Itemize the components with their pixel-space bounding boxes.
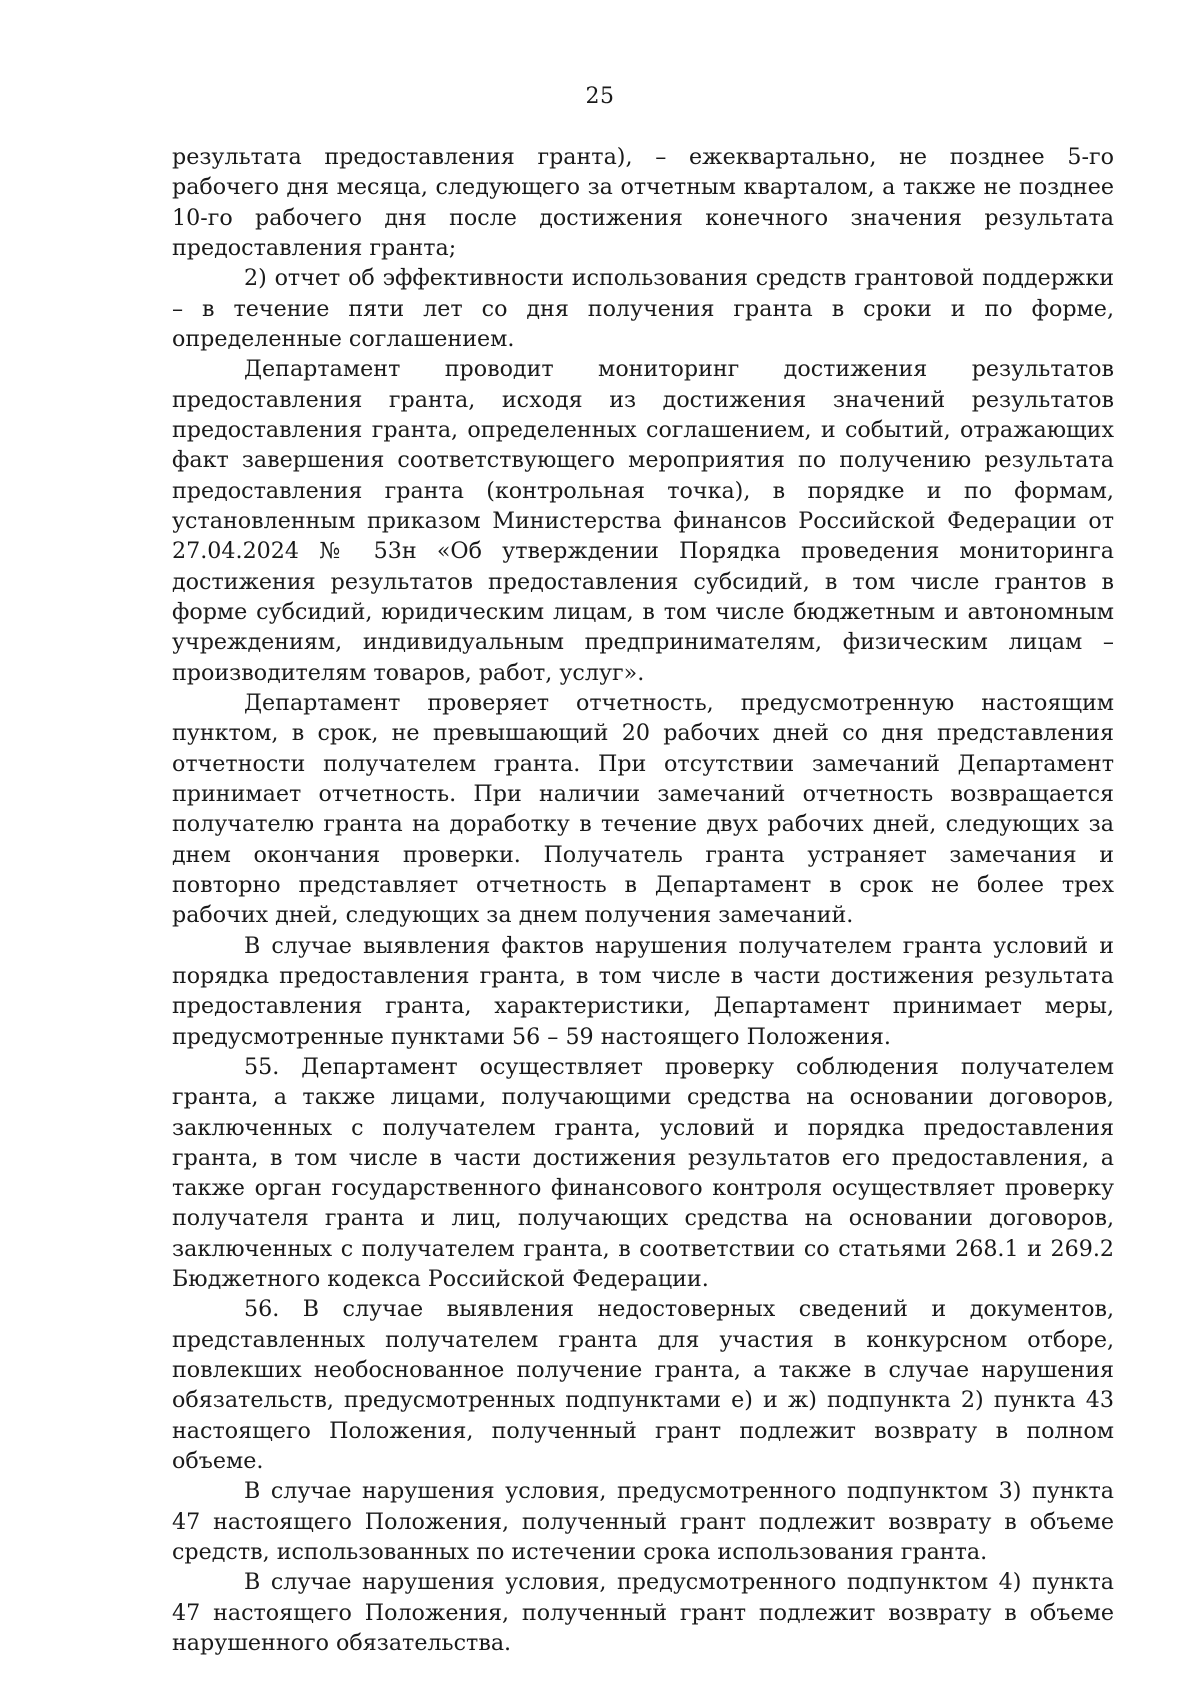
paragraph-report-effectiveness: 2) отчет об эффективности использования средств грантовой поддержки – в течение пяти лет со дня получения гранта в сроки и по форме, определенные соглашением. [172,265,1114,352]
paragraph-item-55: 55. Департамент осуществляет проверку соблюдения получателем гранта, а также лицами, получающими средства на основании договоров, заключенных с получателем гранта, условий и порядка предоставления гранта, в том числе в части достижения результатов его предоставления, а также орган государственного финансового контроля осуществляет проверку получателя гранта и лиц, получающих средства на основании договоров, заключенных с получателем гранта, в соответствии со статьями 268.1 и 269.2 Бюджетного кодекса Российской Федерации. [172,1053,1114,1293]
document-body [172,142,1114,1658]
paragraph-report-verification: Департамент проверяет отчетность, предусмотренную настоящим пунктом, в срок, не превышающий 20 рабочих дней со дня представления отчетности получателем гранта. При отсутствии замечаний Департамент принимает отчетность. При наличии замечаний отчетность возвращается получателю гранта на доработку в течение двух рабочих дней, следующих за днем окончания проверки. Получатель гранта устраняет замечания и повторно представляет отчетность в Департамент в срок не более трех рабочих дней, следующих за днем получения замечаний. [172,689,1114,929]
paragraph-condition-3: В случае нарушения условия, предусмотренного подпунктом 3) пункта 47 настоящего Положения, полученный грант подлежит возврату в объеме средств, использованных по истечении срока использования гранта. [172,1478,1114,1566]
paragraph-violations: В случае выявления фактов нарушения получателем гранта условий и порядка предоставления гранта, в том числе в части достижения результата предоставления гранта, характеристики, Департамент принимает меры, предусмотренные пунктами 56 – 59 настоящего Положения. [172,932,1114,1050]
page-number: 25 [585,84,615,109]
paragraph-condition-4: В случае нарушения условия, предусмотренного подпунктом 4) пункта 47 настоящего Положения, полученный грант подлежит возврату в объеме нарушенного обязательства. [172,1569,1114,1657]
paragraph-item-56: 56. В случае выявления недостоверных сведений и документов, представленных получателем гранта для участия в конкурсном отборе, повлекших необоснованное получение гранта, а также в случае нарушения обязательств, предусмотренных подпунктами е) и ж) подпункта 2) пункта 43 настоящего Положения, полученный грант подлежит возврату в полном объеме. [172,1296,1114,1475]
paragraph-monitoring: Департамент проводит мониторинг достижения результатов предоставления гранта, исходя из достижения значений результатов предоставления гранта, определенных соглашением, и событий, отражающих факт завершения соответствующего мероприятия по получению результата предоставления гранта (контрольная точка), в порядке и по формам, установленным приказом Министерства финансов Российской Федерации от 27.04.2024 № 53н «Об утверждении Порядка проведения мониторинга достижения результатов предоставления субсидий, в том числе грантов в форме субсидий, юридическим лицам, в том числе бюджетным и автономным учреждениям, индивидуальным предпринимателям, физическим лицам – производителям товаров, работ, услуг». [172,356,1114,686]
paragraph-continuation: результата предоставления гранта), – ежеквартально, не позднее 5-го рабочего дня месяца, следующего за отчетным кварталом, а также не позднее 10-го рабочего дня после достижения конечного значения результата предоставления гранта; [172,144,1114,261]
